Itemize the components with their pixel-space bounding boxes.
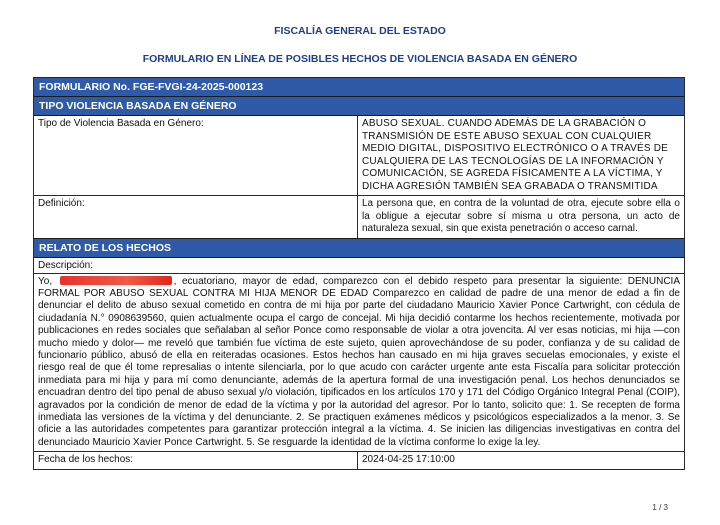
form-number-band: FORMULARIO No. FGE-FVGI-24-2025-000123 <box>34 78 684 97</box>
fecha-row <box>34 452 684 469</box>
definicion-value: La persona que, en contra de la voluntad de otra, ejecute sobre ella o la obligue a ejecutar sobre sí misma u otra persona, un acto de naturaleza sexual, sin que exista penetración o acceso carnal. <box>362 198 680 234</box>
institution-title: FISCALÍA GENERAL DEL ESTADO <box>274 25 446 37</box>
section-relato: RELATO DE LOS HECHOS <box>34 239 684 258</box>
descripcion-label: Descripción: <box>34 258 684 274</box>
form-title: FORMULARIO EN LÍNEA DE POSIBLES HECHOS DE VIOLENCIA BASADA EN GÉNERO <box>142 53 578 65</box>
section-tipo-violencia: TIPO VIOLENCIA BASADA EN GÉNERO <box>34 97 684 116</box>
tipo-row <box>34 116 684 196</box>
definicion-label: Definición: <box>34 196 358 238</box>
relato-prefix: Yo, <box>38 275 53 287</box>
relato-body: , ecuatoriano, mayor de edad, comparezco con el debido respeto para presentar la siguiente: DENUNCIA FORMAL POR ABUSO SEXUAL CONTRA MI HIJA MENOR DE EDAD Comparezco en calidad de padre de una menor de edad a fin de denunciar el delito de abuso sexual cometido en contra de mi hija por parte del ciudadano Mauricio Xavier Ponce Cartwright, con cédula de ciudadanía N.° 0908639560, quien actualmente ocupa el cargo de concejal. Mi hija decidió contarme los hechos recientemente, motivada por publicaciones en redes sociales que señalaban al señor Ponce como responsable de violar a otra jovencita. Al ver esas noticias, mi hija —con mucho miedo y dolor— me reveló que también fue víctima de este sujeto, quien aprovechándose de su poder, confianza y de su calidad de funcionario público, abusó de ella en reiteradas ocasiones. Estos hechos han causado en mi hija graves secuelas emocionales, y existe el riesgo real de que él tome represalias o intente silenciarla, por lo que acudo con carácter urgente ante esta Fiscalía para solicitar protección inmediata para mi hija y para mí como denunciante, además de la apertura formal de una investigación penal. Los hechos denunciados se encuadran dentro del tipo penal de abuso sexual y/o violación, tipificados en los artículos 170 y 171 del Código Orgánico Integral Penal (COIP), agravados por la condición de menor de edad de la víctima y por la autoridad del agresor. Por lo tanto, solicito que: 1. Se recepten de forma inmediata las versiones de la víctima y del denunciante. 2. Se practiquen exámenes médicos y psicológicos especializados a la menor. 3. Se oficie a las autoridades competentes para garantizar protección integral a la víctima. 4. Se inicien las diligencias investigativas en contra del denunciado Mauricio Xavier Ponce Cartwright. 5. Se resguarde la identidad de la víctima conforme lo exige la ley. <box>38 275 681 448</box>
definicion-row <box>34 196 684 239</box>
tipo-label: Tipo de Violencia Basada en Género: <box>34 116 358 195</box>
relato-text <box>34 274 684 453</box>
fecha-value: 2024-04-25 17:10:00 <box>362 454 455 466</box>
page-number: 1 / 3 <box>652 503 668 512</box>
redaction-mark <box>60 276 172 285</box>
fecha-label: Fecha de los hechos: <box>34 452 358 469</box>
tipo-value: ABUSO SEXUAL. CUANDO ADEMÁS DE LA GRABACIÓN O TRANSMISIÓN DE ESTE ABUSO SEXUAL CON CUALQUIER MEDIO DIGITAL, DISPOSITIVO ELECTRÓNICO O A TRAVÉS DE CUALQUIERA DE LAS TECNOLOGÍAS DE LA INFORMACIÓN Y COMUNICACIÓN, SE AGREDA FÍSICAMENTE A LA VÍCTIMA, Y DICHA AGRESIÓN TAMBIÉN SEA GRABADA O TRANSMITIDA <box>362 118 669 192</box>
complaint-form <box>33 77 685 470</box>
